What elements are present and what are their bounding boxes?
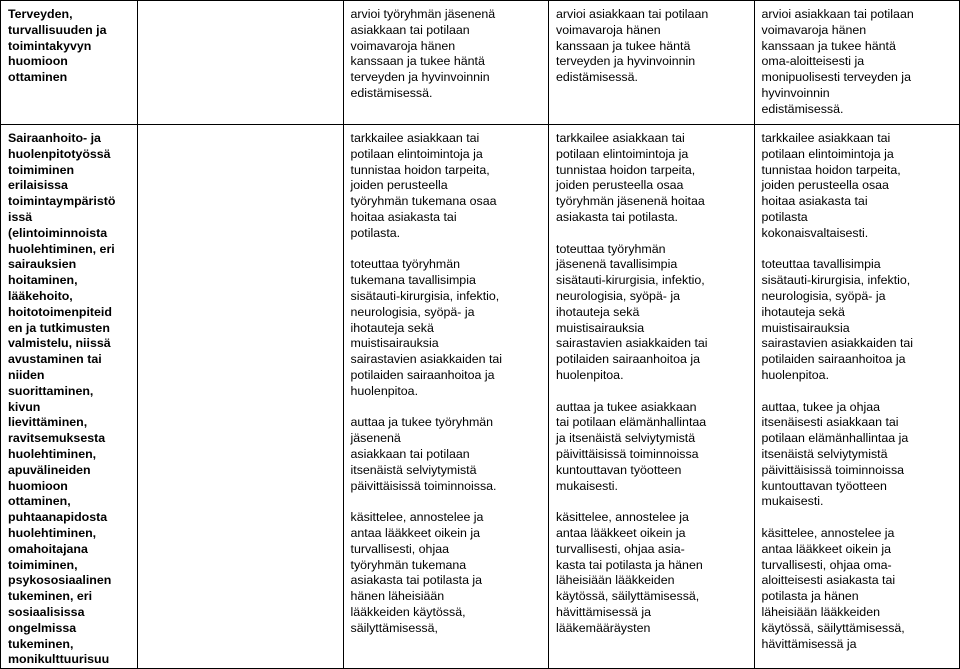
- text-line: läheisiään lääkkeiden: [761, 604, 880, 619]
- text-line: tukemana tavallisimpia: [350, 273, 476, 288]
- text-line: issä: [8, 209, 33, 224]
- text-line: hoitaa asiakasta tai: [761, 194, 868, 209]
- text-line: suorittaminen,: [8, 383, 94, 398]
- text-line: sairastavien asiakkaiden tai: [761, 336, 914, 351]
- text-line: jäsenenä tavallisimpia: [556, 257, 678, 272]
- text-line: sisätauti-kirurgisia, infektio,: [556, 273, 705, 288]
- text-line: toteuttaa työryhmän: [556, 241, 666, 256]
- criterion-paragraph: [351, 415, 543, 494]
- text-line: itsenäisesti asiakkaan tai: [761, 415, 899, 430]
- text-line: muistisairauksia: [556, 320, 645, 335]
- criterion-paragraph: [556, 400, 748, 495]
- text-line: potilaiden sairaanhoitoa ja: [556, 352, 700, 367]
- text-line: tukeminen,: [8, 636, 74, 651]
- text-line: hoitotoimenpiteid: [8, 304, 112, 319]
- text-line: käsittelee, annostelee ja: [556, 510, 689, 525]
- text-line: potilaiden sairaanhoitoa ja: [350, 367, 495, 382]
- text-line: ongelmissa: [8, 620, 77, 635]
- text-line: avustaminen tai: [8, 352, 102, 367]
- text-line: arvioi asiakkaan tai potilaan: [761, 7, 914, 21]
- text-line: jäsenenä: [350, 431, 401, 446]
- text-line: neurologisia, syöpä- ja: [761, 288, 886, 303]
- text-line: hävittämisessä ja: [556, 604, 652, 619]
- text-line: apuvälineiden: [8, 462, 91, 477]
- text-line: sisätauti-kirurgisia, infektio,: [350, 288, 500, 303]
- text-line: ihotauteja sekä: [761, 304, 845, 319]
- text-line: huolehtiminen,: [8, 525, 97, 540]
- text-line: terveyden ja hyvinvoinnin: [350, 70, 490, 85]
- text-line: kuntouttavan työotteen: [556, 462, 682, 477]
- table-cell: [138, 1, 344, 125]
- text-line: toimiminen: [8, 162, 75, 177]
- row-heading-cell: [1, 1, 138, 125]
- text-line: sairastavien asiakkaiden tai: [556, 336, 708, 351]
- text-line: puhtaanapidosta: [8, 510, 108, 525]
- text-line: potilasta.: [350, 225, 401, 240]
- text-line: voimavaroja hänen: [556, 22, 661, 37]
- criterion-paragraph: [762, 400, 954, 511]
- text-line: niiden: [8, 367, 45, 382]
- table-row: [1, 125, 960, 669]
- text-line: tarkkailee asiakkaan tai: [761, 131, 891, 145]
- text-line: toimintaympäristö: [8, 194, 116, 209]
- criterion-paragraph: [762, 7, 954, 118]
- text-line: joiden perusteella osaa: [761, 178, 889, 193]
- text-line: tunnistaa hoidon tarpeita,: [556, 162, 696, 177]
- text-line: huolehtiminen, eri: [8, 241, 115, 256]
- text-line: kanssaan ja tukee häntä: [556, 38, 691, 53]
- text-line: huolenpitoa.: [761, 367, 830, 382]
- table-cell: [343, 1, 549, 125]
- text-line: arvioi työryhmän jäsenenä: [350, 7, 496, 21]
- text-line: kanssaan ja tukee häntä: [761, 38, 896, 53]
- text-line: psykososiaalinen: [8, 573, 112, 588]
- text-line: edistämisessä.: [556, 70, 638, 85]
- text-line: sairauksien: [8, 257, 77, 272]
- text-line: tukeminen, eri: [8, 589, 93, 604]
- text-line: turvallisuuden ja: [8, 22, 107, 37]
- criterion-paragraph: [351, 257, 543, 399]
- text-line: itsenäistä selviytymistä: [761, 446, 888, 461]
- text-line: potilaiden sairaanhoitoa ja: [761, 352, 906, 367]
- text-line: voimavaroja hänen: [761, 22, 867, 37]
- text-line: mukaisesti.: [556, 478, 618, 493]
- row-heading-cell: [1, 125, 138, 669]
- text-line: aloitteisesti asiakasta tai: [761, 573, 896, 588]
- text-line: monipuolisesti terveyden ja: [761, 70, 911, 85]
- text-line: antaa lääkkeet oikein ja: [350, 525, 481, 540]
- text-line: potilaan elintoimintoja ja: [761, 146, 894, 161]
- text-line: hyvinvoinnin: [761, 85, 830, 100]
- text-line: sosiaalisissa: [8, 604, 85, 619]
- text-line: huolenpitoa.: [350, 383, 419, 398]
- text-line: auttaa ja tukee asiakkaan: [556, 399, 697, 414]
- text-line: työryhmän jäsenenä hoitaa: [556, 194, 705, 209]
- table-cell: [549, 125, 755, 669]
- text-line: asiakkaan tai potilaan: [350, 446, 470, 461]
- text-line: ihotauteja sekä: [350, 320, 434, 335]
- text-line: ottaminen: [8, 70, 68, 85]
- table-cell: [549, 1, 755, 125]
- text-line: toimintakyvyn: [8, 38, 92, 53]
- text-line: potilaan elintoimintoja ja: [350, 146, 483, 161]
- text-line: voimavaroja hänen: [350, 38, 456, 53]
- text-line: omahoitajana: [8, 541, 88, 556]
- text-line: antaa lääkkeet oikein ja: [761, 541, 892, 556]
- text-line: huomioon: [8, 54, 68, 69]
- text-line: kasta tai potilasta ja hänen: [556, 557, 703, 572]
- text-line: potilaan elintoimintoja ja: [556, 146, 689, 161]
- criterion-paragraph: [762, 257, 954, 383]
- text-line: toimiminen,: [8, 557, 78, 572]
- text-line: auttaa ja tukee työryhmän: [350, 415, 494, 430]
- text-line: erilaisissa: [8, 178, 68, 193]
- row-heading: [8, 7, 131, 86]
- text-line: hoitaminen,: [8, 273, 78, 288]
- table-row: [1, 1, 960, 125]
- text-line: turvallisesti, ohjaa oma-: [761, 557, 892, 572]
- criterion-paragraph: [762, 131, 954, 242]
- text-line: huolehtiminen,: [8, 446, 97, 461]
- text-line: hävittämisessä ja: [761, 636, 857, 651]
- text-line: en ja tutkimusten: [8, 320, 110, 335]
- text-line: päivittäisissä toiminnoissa.: [350, 478, 497, 493]
- text-line: monikulttuurisuu: [8, 652, 110, 667]
- text-line: kanssaan ja tukee häntä: [350, 54, 485, 69]
- text-line: tunnistaa hoidon tarpeita,: [350, 162, 490, 177]
- text-line: käsittelee, annostelee ja: [761, 525, 895, 540]
- text-line: potilasta ja hänen: [761, 589, 859, 604]
- text-line: läheisiään lääkkeiden: [556, 573, 675, 588]
- text-line: muistisairauksia: [761, 320, 850, 335]
- text-line: mukaisesti.: [761, 494, 824, 509]
- criterion-paragraph: [556, 242, 748, 384]
- text-line: ja itsenäistä selviytymistä: [556, 431, 696, 446]
- text-line: oma-aloitteisesti ja: [761, 54, 865, 69]
- text-line: käytössä, säilyttämisessä,: [761, 620, 905, 635]
- row-heading: [8, 131, 131, 668]
- table-cell: [138, 125, 344, 669]
- criterion-paragraph: [762, 526, 954, 652]
- text-line: turvallisesti, ohjaa asia-: [556, 541, 685, 556]
- text-line: lääkkeiden käytössä,: [350, 604, 466, 619]
- text-line: tai potilaan elämänhallintaa: [556, 415, 707, 430]
- text-line: käytössä, säilyttämisessä,: [556, 589, 700, 604]
- text-line: potilaan elämänhallintaa ja: [761, 431, 909, 446]
- text-line: Terveyden,: [8, 7, 73, 21]
- text-line: auttaa, tukee ja ohjaa: [761, 399, 880, 414]
- text-line: toteuttaa tavallisimpia: [761, 257, 881, 272]
- criterion-paragraph: [351, 510, 543, 636]
- text-line: tarkkailee asiakkaan tai: [350, 131, 480, 145]
- text-line: edistämisessä.: [761, 101, 844, 116]
- text-line: itsenäistä selviytymistä: [350, 462, 477, 477]
- text-line: potilasta: [761, 209, 808, 224]
- text-line: hänen läheisiään: [350, 589, 445, 604]
- criterion-paragraph: [556, 7, 748, 86]
- text-line: kivun: [8, 399, 41, 414]
- text-line: neurologisia, syöpä- ja: [556, 288, 680, 303]
- text-line: ottaminen,: [8, 494, 71, 509]
- text-line: päivittäisissä toiminnoissa: [761, 462, 905, 477]
- text-line: joiden perusteella osaa: [556, 178, 684, 193]
- text-line: asiakasta tai potilasta ja: [350, 573, 483, 588]
- text-line: lääkemääräysten: [556, 620, 651, 635]
- text-line: huolenpitoa.: [556, 367, 624, 382]
- text-line: muistisairauksia: [350, 336, 439, 351]
- text-line: sairastavien asiakkaiden tai: [350, 352, 503, 367]
- text-line: päivittäisissä toiminnoissa: [556, 446, 699, 461]
- criterion-paragraph: [556, 131, 748, 226]
- text-line: työryhmän tukemana osaa: [350, 194, 497, 209]
- text-line: lääkehoito,: [8, 288, 73, 303]
- text-line: lievittäminen,: [8, 415, 88, 430]
- text-line: edistämisessä.: [350, 85, 433, 100]
- text-line: arvioi asiakkaan tai potilaan: [556, 7, 709, 21]
- text-line: Sairaanhoito- ja: [8, 131, 101, 145]
- table-cell: [754, 1, 960, 125]
- text-line: antaa lääkkeet oikein ja: [556, 525, 686, 540]
- text-line: sisätauti-kirurgisia, infektio,: [761, 273, 911, 288]
- text-line: kokonaisvaltaisesti.: [761, 225, 869, 240]
- text-line: asiakasta tai potilasta.: [556, 209, 678, 224]
- text-line: joiden perusteella: [350, 178, 448, 193]
- text-line: tarkkailee asiakkaan tai: [556, 131, 685, 145]
- text-line: käsittelee, annostelee ja: [350, 510, 484, 525]
- criterion-paragraph: [351, 7, 543, 102]
- text-line: työryhmän tukemana: [350, 557, 467, 572]
- text-line: toteuttaa työryhmän: [350, 257, 461, 272]
- text-line: ihotauteja sekä: [556, 304, 640, 319]
- text-line: ravitsemuksesta: [8, 431, 106, 446]
- table-cell: [754, 125, 960, 669]
- criterion-paragraph: [556, 510, 748, 636]
- criterion-paragraph: [351, 131, 543, 242]
- text-line: turvallisesti, ohjaa: [350, 541, 449, 556]
- text-line: valmistelu, niissä: [8, 336, 111, 351]
- text-line: säilyttämisessä,: [350, 620, 438, 635]
- text-line: hoitaa asiakasta tai: [350, 209, 457, 224]
- text-line: neurologisia, syöpä- ja: [350, 304, 475, 319]
- text-line: terveyden ja hyvinvoinnin: [556, 54, 696, 69]
- text-line: tunnistaa hoidon tarpeita,: [761, 162, 901, 177]
- text-line: kuntouttavan työotteen: [761, 478, 887, 493]
- table-cell: [343, 125, 549, 669]
- text-line: (elintoiminnoista: [8, 225, 108, 240]
- text-line: asiakkaan tai potilaan: [350, 22, 470, 37]
- text-line: huolenpitotyössä: [8, 146, 111, 161]
- text-line: huomioon: [8, 478, 68, 493]
